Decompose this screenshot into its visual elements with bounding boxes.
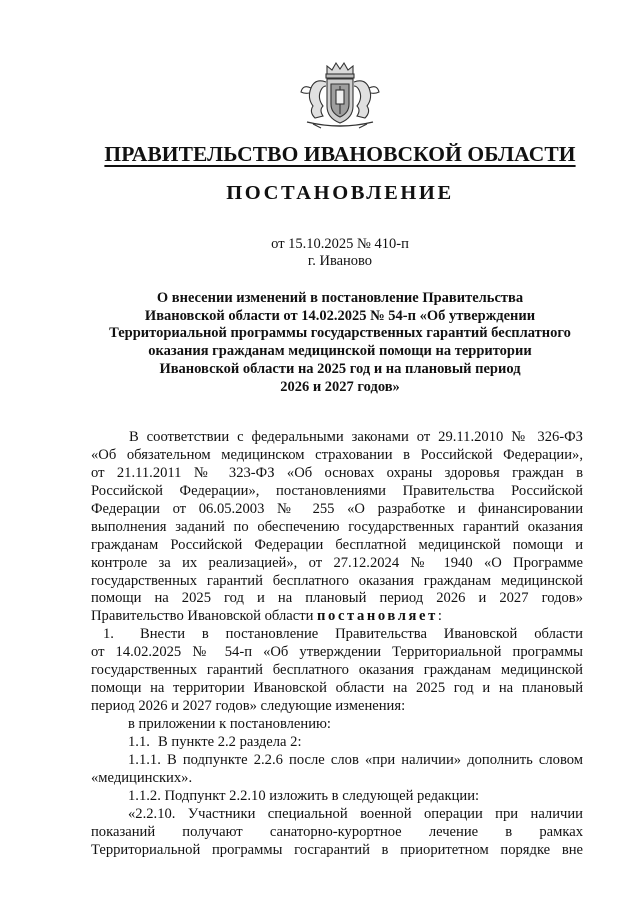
decree-suffix: : <box>437 608 442 625</box>
preamble-line: от 21.11.2011 № 323-ФЗ «Об основах охраны здоровья граждан в <box>91 464 583 481</box>
item-1-1-1-line: 1.1.1. В подпункте 2.2.6 после слов «при наличии» дополнить словом <box>128 751 583 768</box>
document-body <box>91 429 583 860</box>
item-1-1 <box>91 734 583 752</box>
item-1-1-number: 1.1. <box>128 733 150 750</box>
preamble-line: Федерации от 06.05.2003 № 255 «О разработке и финансировании <box>91 500 583 517</box>
document-type: ПОСТАНОВЛЕНИЕ <box>226 182 454 204</box>
item-1-number: 1. <box>103 626 114 643</box>
item-1-line: помощи на территории Ивановской области на 2025 год и на плановый <box>91 680 583 697</box>
subject-line: Ивановской области от 14.02.2025 № 54-п «Об утверждении <box>144 307 536 324</box>
quote-line: «2.2.10. Участники специальной военной операции при наличии <box>128 805 583 822</box>
item-1-1-text: В пункте 2.2 раздела 2: <box>158 733 302 750</box>
preamble-line: контроле за их реализацией», от 27.12.2024 № 1940 «О Программе <box>91 554 583 571</box>
item-1-1-1-line: «медицинских». <box>91 769 193 786</box>
subject-line: оказания гражданам медицинской помощи на территории <box>148 343 532 360</box>
item-1-1-2: 1.1.2. Подпункт 2.2.10 изложить в следующей редакции: <box>128 787 480 804</box>
government-title: ПРАВИТЕЛЬСТВО ИВАНОВСКОЙ ОБЛАСТИ <box>104 142 576 166</box>
preamble-line: выполнения заданий по обеспечению государственных гарантий оказания <box>91 518 583 535</box>
preamble-line: государственных гарантий бесплатного оказания гражданам медицинской <box>91 572 583 589</box>
preamble-line: Российской Федерации», постановлениями Правительства Российской <box>91 482 583 499</box>
decree-word: постановляет <box>317 608 438 625</box>
quote-line: Территориальной программы госгарантий в приоритетном порядке вне <box>91 841 583 858</box>
preamble-line: В соответствии с федеральными законами от 29.11.2010 № 326-ФЗ <box>129 429 583 445</box>
subject-line: О внесении изменений в постановление Правительства <box>156 290 524 306</box>
subject-line: Территориальной программы государственных гарантий бесплатного <box>109 325 571 342</box>
document-subject <box>80 290 600 396</box>
item-1-line: период 2026 и 2027 годов» следующие изменения: <box>91 698 406 715</box>
preamble-line: гражданам Российской Федерации бесплатной медицинской помощи и <box>91 536 583 553</box>
preamble-line: помощи на 2025 год и на плановый период 2026 и 2027 годов» <box>91 590 583 607</box>
decree-line <box>91 608 583 626</box>
ivanovo-region-coat-of-arms-icon <box>293 60 387 130</box>
item-1-first-line <box>91 626 583 644</box>
item-1-text: Внести в постановление Правительства Ивановской области <box>140 626 583 643</box>
decree-prefix: Правительство Ивановской области <box>91 608 318 625</box>
quote-line: показаний получают санаторно-курортное лечение в рамках <box>91 823 583 840</box>
item-1-line: государственных гарантий бесплатного оказания гражданам медицинской <box>91 662 583 679</box>
subject-line: Ивановской области на 2025 год и на плановый период <box>159 360 521 377</box>
preamble-line: «Об обязательном медицинском страховании в Российской Федерации», <box>91 446 583 463</box>
subject-line: 2026 и 2027 годов» <box>280 378 400 395</box>
document-date-number: от 15.10.2025 № 410-п <box>271 236 409 252</box>
item-1-line: от 14.02.2025 № 54-п «Об утверждении Территориальной программы <box>91 644 583 661</box>
document-city: г. Иваново <box>307 253 373 269</box>
appendix-line: в приложении к постановлению: <box>128 716 331 732</box>
